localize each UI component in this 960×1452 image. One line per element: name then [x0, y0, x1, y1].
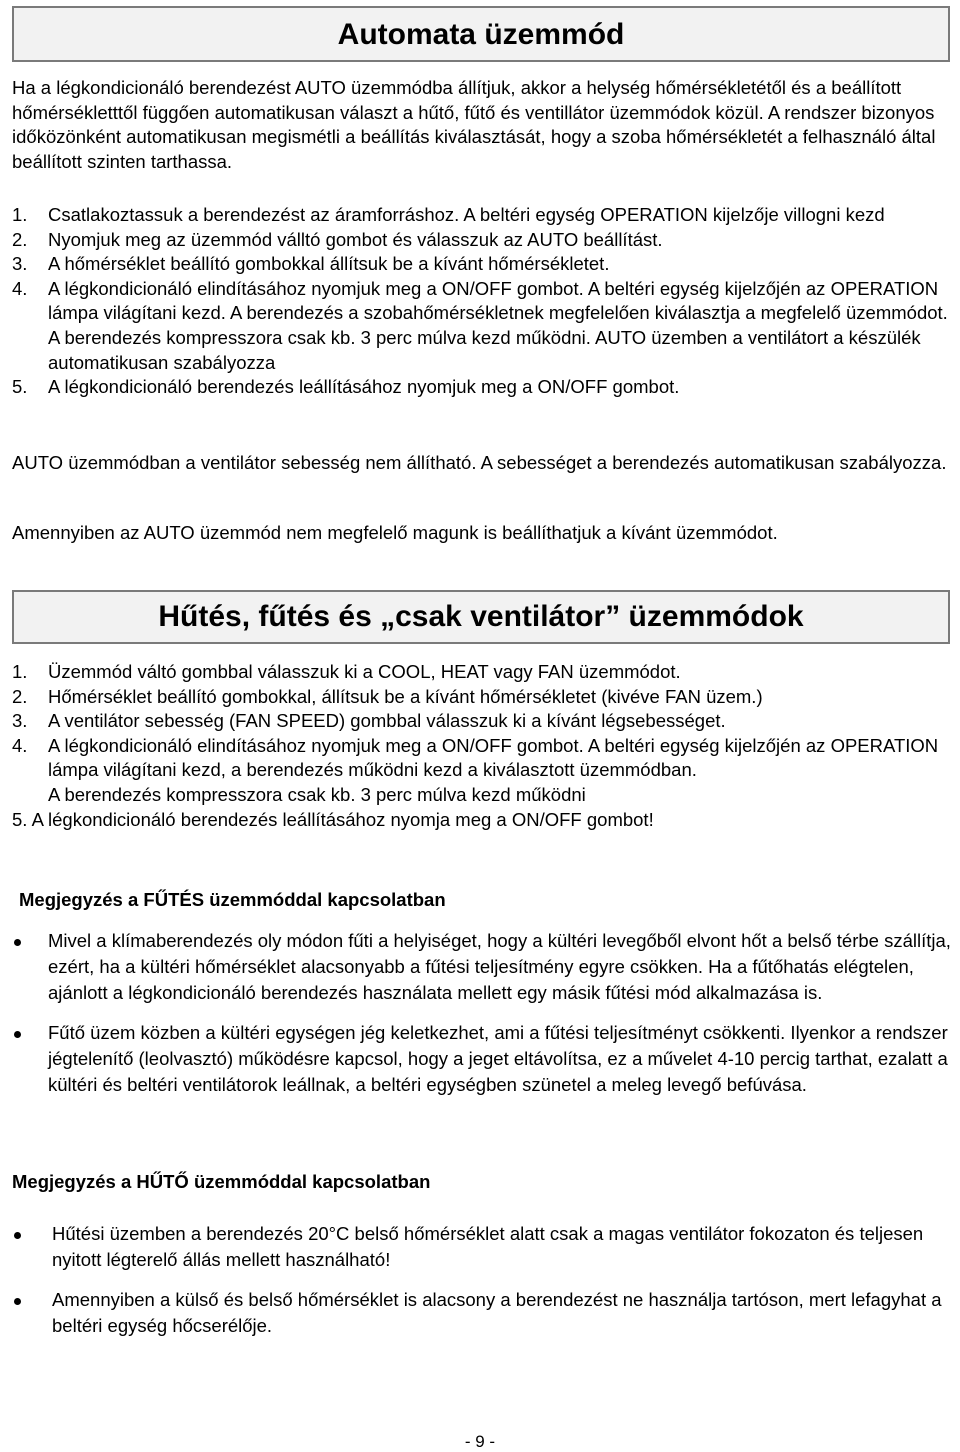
step-text: A hőmérséklet beállító gombokkal állítsuk be a kívánt hőmérsékletet.: [48, 253, 610, 275]
auto-steps-list: [12, 203, 956, 400]
step-number: 5.: [12, 808, 28, 830]
step-number: 2.: [12, 228, 28, 250]
step-number: 1.: [12, 661, 28, 682]
list-item: [12, 203, 956, 228]
list-item: [12, 277, 956, 375]
auto-section-title-box: [12, 6, 950, 62]
cool-note-list: [12, 1221, 956, 1339]
step-number: 2.: [12, 685, 28, 707]
auto-fan-note: AUTO üzemmódban a ventilátor sebesség nem állítható. A sebességet a berendezés automatikusan szabályozza.: [12, 452, 947, 473]
list-item: [12, 252, 956, 277]
list-item: [12, 685, 956, 710]
modes-steps-list: [12, 660, 956, 832]
step-text: Hőmérséklet beállító gombokkal, állítsuk be a kívánt hőmérsékletet (kivéve FAN üzem.): [48, 685, 763, 707]
step-text: A légkondicionáló berendezés leállításához nyomjuk meg a ON/OFF gombot.: [48, 376, 680, 398]
list-item: [12, 808, 956, 833]
step-text: A légkondicionáló elindításához nyomjuk meg a ON/OFF gombot. A beltéri egység kijelzőjén az OPERATION lámpa világítani kezd, a berendezés működni kezd a kiválasztott üzemmódban.: [48, 734, 939, 781]
list-item: [12, 709, 956, 734]
step-number: 4.: [12, 734, 28, 756]
heat-note-list: [12, 928, 956, 1098]
step-number: 4.: [12, 277, 28, 299]
list-item: [12, 1020, 956, 1098]
list-item: [12, 660, 956, 685]
step-number: 3.: [12, 710, 28, 732]
modes-section-title-box: [12, 590, 950, 644]
step-number: 3.: [12, 253, 28, 275]
page-number: - 9 -: [464, 1432, 496, 1451]
step-extra-text: A berendezés kompresszora csak kb. 3 perc múlva kezd működni: [48, 783, 586, 805]
list-item: [12, 375, 956, 400]
heat-note-heading: Megjegyzés a FŰTÉS üzemmóddal kapcsolatban: [19, 889, 446, 910]
bullet-icon: [14, 939, 21, 946]
step-text: A légkondicionáló elindításához nyomjuk meg a ON/OFF gombot. A beltéri egység kijelzőjén az OPERATION lámpa világítani kezd. A berendezés a szobahőmérsékletnek megfelelően kiválasztja a megfelelő üzemmódot. A berendezés kompresszora csak kb. 3 perc múlva kezd működni. AUTO üzemben a ventilátort a készülék automatikusan szabályozza: [48, 277, 948, 373]
auto-closing-paragraph: Amennyiben az AUTO üzemmód nem megfelelő magunk is beállíthatjuk a kívánt üzemmódot.: [12, 522, 778, 543]
list-item: [12, 928, 956, 1006]
step-text: Üzemmód váltó gombbal válasszuk ki a COOL, HEAT vagy FAN üzemmódot.: [48, 661, 681, 682]
bullet-text: Amennyiben a külső és belső hőmérséklet is alacsony a berendezést ne használja tartóson, mert lefagyhat a beltéri egység hőcserélője.: [52, 1289, 942, 1336]
list-item: [12, 734, 956, 808]
step-number: 5.: [12, 376, 28, 398]
cool-note-heading: Megjegyzés a HŰTŐ üzemmóddal kapcsolatban: [12, 1171, 431, 1192]
step-text: Csatlakoztassuk a berendezést az áramforráshoz. A beltéri egység OPERATION kijelzője villogni kezd: [48, 204, 885, 225]
list-item: [12, 1221, 956, 1273]
bullet-icon: [14, 1298, 21, 1305]
auto-section-title: Automata üzemmód: [337, 18, 625, 51]
step-number: 1.: [12, 204, 28, 225]
step-text: A ventilátor sebesség (FAN SPEED) gombbal válasszuk ki a kívánt légsebességet.: [48, 710, 726, 732]
bullet-text: Mivel a klímaberendezés oly módon fűti a helyiséget, hogy a kültéri levegőből elvont hőt a belső térbe szállítja, ezért, ha a kültéri hőmérséklet alacsonyabb a fűtési teljesítmény egyre csökken. Ha a fűtőhatás elégtelen, ajánlott a légkondicionáló berendezés használata mellett egy másik fűtési mód alkalmazása is.: [48, 930, 951, 1003]
auto-intro-paragraph: Ha a légkondicionáló berendezést AUTO üzemmódba állítjuk, akkor a helység hőmérsékletétől és a beállított hőmérsékletttől függően automatikusan választ a hűtő, fűtő és ventillátor üzemmódok közül. A rendszer bizonyos időközönként automatikusan megismétli a beállítás kiválasztását, hogy a szoba hőmérsékletét a felhasználó által beállított szinten tarthassa.: [12, 77, 936, 172]
list-item: [12, 228, 956, 253]
modes-section-title: Hűtés, fűtés és „csak ventilátor” üzemmódok: [158, 600, 804, 633]
bullet-icon: [14, 1031, 21, 1038]
bullet-text: Fűtő üzem közben a kültéri egységen jég keletkezhet, ami a fűtési teljesítményt csökkenti. Ilyenkor a rendszer jégtelenítő (leolvasztó) működésre kapcsol, hogy a jeget eltávolítsa, ez a művelet 4-10 percig tarthat, ezalatt a kültéri és beltéri ventilátorok leállnak, a beltéri egységben szünetel a meleg levegő befúvása.: [48, 1022, 948, 1095]
bullet-text: Hűtési üzemben a berendezés 20°C belső hőmérséklet alatt csak a magas ventilátor fokozaton és teljesen nyitott légterelő állás mellett használható!: [52, 1223, 924, 1270]
list-item: [12, 1287, 956, 1339]
step-text: A légkondicionáló berendezés leállításához nyomja meg a ON/OFF gombot!: [31, 808, 654, 830]
step-text: Nyomjuk meg az üzemmód válltó gombot és válasszuk az AUTO beállítást.: [48, 228, 663, 250]
bullet-icon: [14, 1232, 21, 1239]
